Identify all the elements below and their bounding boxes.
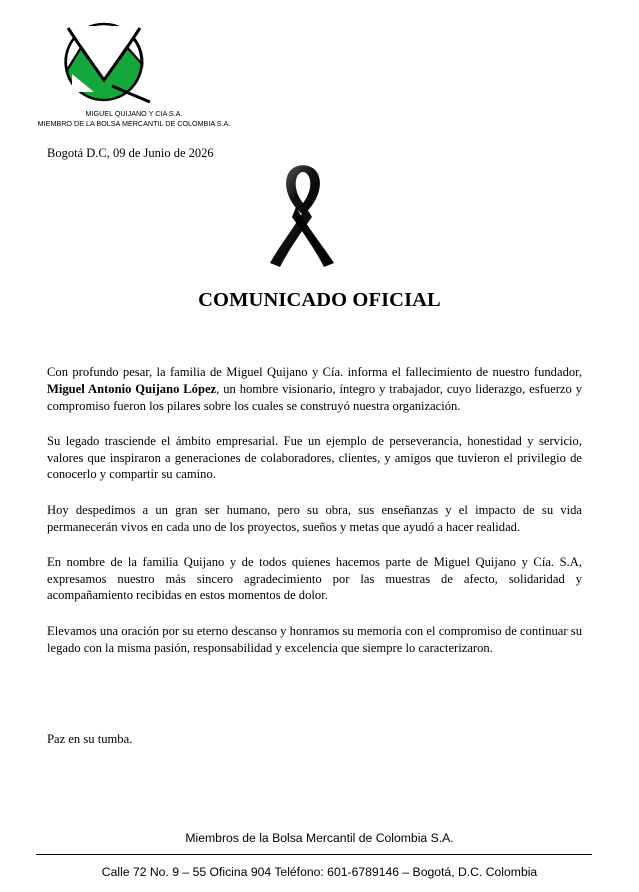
paragraph-1 [47,364,582,414]
letter-date: Bogotá D.C, 09 de Junio de 2026 [47,146,214,160]
paragraph-1-end: , un hombre visionario, íntegro y trabajador, cuyo liderazgo, esfuerzo y compromiso fueron los pilares sobre los cuales se construyó nuestra organización. [47,381,582,413]
closing-line: Paz en su tumba. [47,732,133,746]
footer-divider [36,854,592,855]
paragraph-2: Su legado trasciende el ámbito empresarial. Fue un ejemplo de perseverancia, honestidad y servicio, valores que inspiraron a generaciones de colaboradores, clientes, y amigos que tuvieron el privilegio de conocerlo y compartir su camino. [47,433,582,482]
founder-name: Miguel Antonio Quijano López [47,381,217,396]
page-title: COMUNICADO OFICIAL [198,289,441,311]
mq-logo-icon [54,16,154,108]
paragraph-5: Elevamos una oración por su eterno descanso y honramos su memoria con el compromiso de continuar su legado con la misma pasión, responsabilidad y excelencia que siempre lo caracterizaron. [47,623,582,655]
letter-body [47,364,582,675]
company-name [14,109,254,129]
footer-address: Calle 72 No. 9 – 55 Oficina 904 Teléfono: 601-6789146 – Bogotá, D.C. Colombia [101,865,538,879]
paragraph-1-start: Con profundo pesar, la familia de Miguel Quijano y Cía. informa el fallecimiento de nuestro fundador, [47,365,582,379]
paragraph-4: En nombre de la familia Quijano y de todos quienes hacemos parte de Miguel Quijano y Cía. S.A, expresamos nuestro más sincero agradecimiento por las muestras de afecto, solidaridad y acompañamiento recibidas en estos momentos de dolor. [47,554,582,603]
paragraph-3: Hoy despedimos a un gran ser humano, pero su obra, sus enseñanzas y el impacto de su vida permanecerán vivos en cada uno de los proyectos, sueños y metas que ayudó a hacer realidad. [47,502,582,534]
company-name-line: MIGUEL QUIJANO Y CIA S.A. [85,109,183,118]
company-member-line: MIEMBRO DE LA BOLSA MERCANTIL DE COLOMBIA S.A. [37,119,231,128]
footer-membership: Miembros de la Bolsa Mercantil de Colombia S.A. [185,831,454,845]
mourning-ribbon-icon [266,163,340,269]
